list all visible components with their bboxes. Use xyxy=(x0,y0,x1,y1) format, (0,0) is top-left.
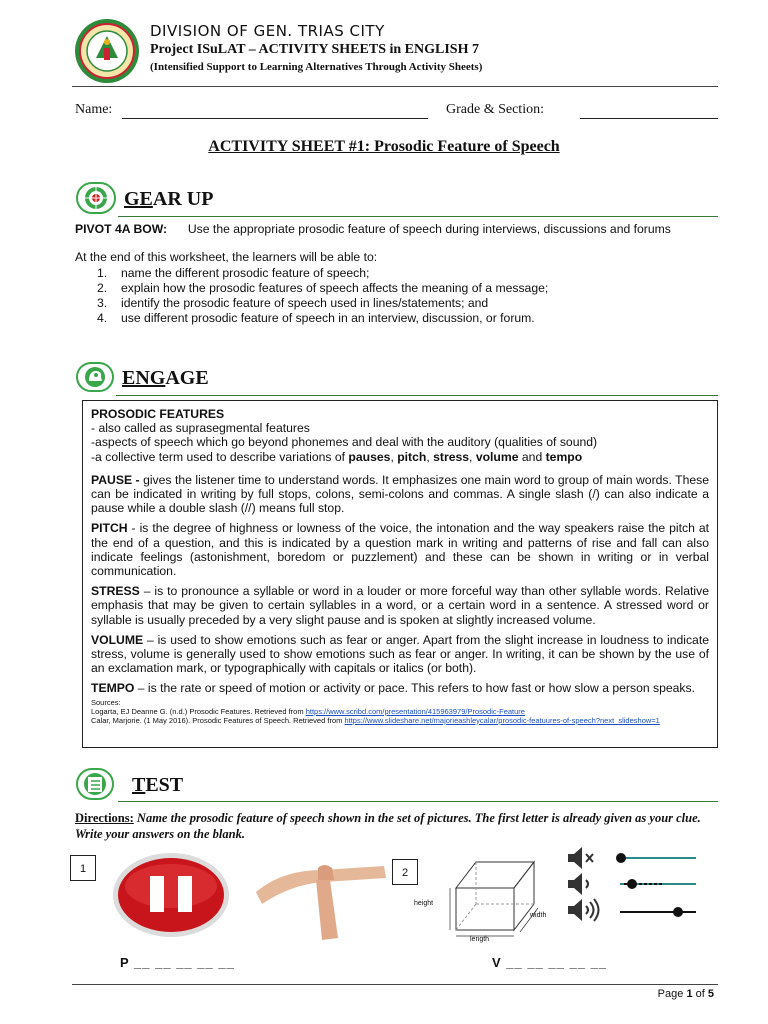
item-1-number: 1 xyxy=(70,855,96,881)
grade-section-label: Grade & Section: xyxy=(446,102,544,117)
target-icon xyxy=(76,182,116,214)
objectives-intro: At the end of this worksheet, the learners will be able to: xyxy=(75,250,378,264)
directions-label: Directions: xyxy=(75,811,134,825)
prosodic-features-box xyxy=(82,400,718,748)
volume-definition: VOLUME – is used to show emotions such as fear or anger. Apart from the slight increase in loudness to indicate stress, volume is generally used to show emotions such as fear or anger. In writing, it can be shown by the use of an exclamation mark, or typographically with capitals or italics (or both). xyxy=(91,632,709,676)
item-1-answer[interactable]: P __ __ __ __ __ xyxy=(120,955,235,970)
sources-label: Sources: xyxy=(91,697,121,707)
cube-height-label: height xyxy=(414,900,434,907)
pause-button-image xyxy=(112,852,230,938)
footer-divider xyxy=(72,984,718,985)
activity-title-text: ACTIVITY SHEET #1: Prosodic Feature of Speech xyxy=(208,138,560,155)
activity-title xyxy=(0,138,768,156)
test-heading-first: T xyxy=(132,774,146,796)
test-rule xyxy=(118,801,718,802)
directions-text: Name the prosodic feature of speech shown in the set of pictures. The first letter is already given as your clue. Write your answers on the blank. xyxy=(75,811,701,841)
box-line-1: - also called as suprasegmental features xyxy=(91,421,310,436)
cube-length-label: length xyxy=(470,936,490,943)
division-name: DIVISION OF GEN. TRIAS CITY xyxy=(150,22,385,40)
grade-section-blank[interactable] xyxy=(580,118,718,119)
gear-up-heading xyxy=(124,188,213,211)
source-1: Logarta, EJ Deanne G. (n.d.) Prosodic Features. Retrieved from https://www.scribd.com/presentation/415963979/Prosodic-Feature xyxy=(91,706,525,716)
pivot-line xyxy=(75,222,725,237)
source-1-link[interactable]: https://www.scribd.com/presentation/415963979/Prosodic-Feature xyxy=(305,706,525,716)
pivot-label: PIVOT 4A BOW: xyxy=(75,222,168,236)
engage-heading-first: ENG xyxy=(122,367,166,389)
item-2-answer[interactable]: V __ __ __ __ __ xyxy=(492,955,608,970)
engage-heading xyxy=(122,367,209,390)
box-line-3: -a collective term used to describe variations of pauses, pitch, stress, volume and tempo xyxy=(91,449,583,464)
project-title: Project ISuLAT – ACTIVITY SHEETS in ENGLISH 7 xyxy=(150,42,479,57)
test-directions xyxy=(75,810,715,842)
source-2: Calar, Marjorie. (1 May 2016). Prosodic Features of Speech. Retrieved from https://www.slideshare.net/majorieashleycalar/prosodic-featuures-of-speech?next_slideshow=1 xyxy=(91,715,660,725)
cube-dimension-image xyxy=(410,852,560,948)
engage-icon xyxy=(76,362,114,392)
gear-up-heading-rest: AR UP xyxy=(152,188,214,210)
sources xyxy=(91,698,709,725)
header-divider xyxy=(72,86,718,87)
name-label: Name: xyxy=(75,102,113,117)
name-blank[interactable] xyxy=(122,118,428,119)
page-number: Page 1 of 5 xyxy=(657,988,714,1000)
cube-width-label: width xyxy=(530,912,547,919)
tempo-definition: TEMPO – is the rate or speed of motion or activity or pace. This refers to how fast or how slow a person speaks. xyxy=(91,681,696,696)
source-2-link[interactable]: https://www.slideshare.net/majorieashleycalar/prosodic-featuures-of-speech?next_slideshow=1 xyxy=(344,715,660,725)
gear-up-heading-first: GE xyxy=(124,188,153,210)
time-out-hands-image xyxy=(252,858,388,942)
gear-up-rule xyxy=(118,216,718,217)
objective-item: 3. identify the prosodic feature of speech used in lines/statements; and xyxy=(97,296,489,310)
pitch-definition: PITCH - is the degree of highness or lowness of the voice, the intonation and the way speakers raise the pitch at the end of a question, and this is indicated by a question mark in writing and patterns of rise and fall can also indicate feelings (astonishment, boredom or puzzlement) and these can be shown in writing or in verbal communication. xyxy=(91,521,709,579)
project-tagline: (Intensified Support to Learning Alternatives Through Activity Sheets) xyxy=(150,61,483,73)
pause-definition: PAUSE - gives the listener time to understand words. It emphasizes one main word to group of main words. These can be indicated in writing by full stops, colons, semi-colons and commas. A single slash (/) can also indicate a pause while a double slash (//) means full stop. xyxy=(91,472,710,516)
test-heading-rest: EST xyxy=(145,774,184,796)
objectives-list xyxy=(75,266,715,326)
engage-heading-rest: AGE xyxy=(165,367,209,389)
stress-definition: STRESS – is to pronounce a syllable or word in a louder or more forceful way than other syllable words. Relative emphasis that may be given to certain syllables in a word, or a certain word in a sentence. A stressed word or syllable is usually preceded by a very slight pause and is spoken at slightly increased volume. xyxy=(91,584,709,627)
volume-sliders-image xyxy=(566,842,700,928)
checklist-icon xyxy=(76,768,114,800)
item-2-number: 2 xyxy=(392,859,418,885)
objective-item: 1. name the different prosodic feature of speech; xyxy=(97,266,370,280)
engage-rule xyxy=(116,395,718,396)
division-seal xyxy=(74,18,140,84)
box-title: PROSODIC FEATURES xyxy=(91,407,225,421)
box-line-2: -aspects of speech which go beyond phonemes and deal with the auditory (qualities of sound) xyxy=(91,435,598,450)
objective-item: 4. use different prosodic feature of speech in an interview, discussion, or forum. xyxy=(97,311,535,325)
objective-item: 2. explain how the prosodic features of speech affects the meaning of a message; xyxy=(97,281,549,295)
test-heading xyxy=(132,774,183,797)
pivot-text: Use the appropriate prosodic feature of speech during interviews, discussions and forums xyxy=(187,222,671,236)
